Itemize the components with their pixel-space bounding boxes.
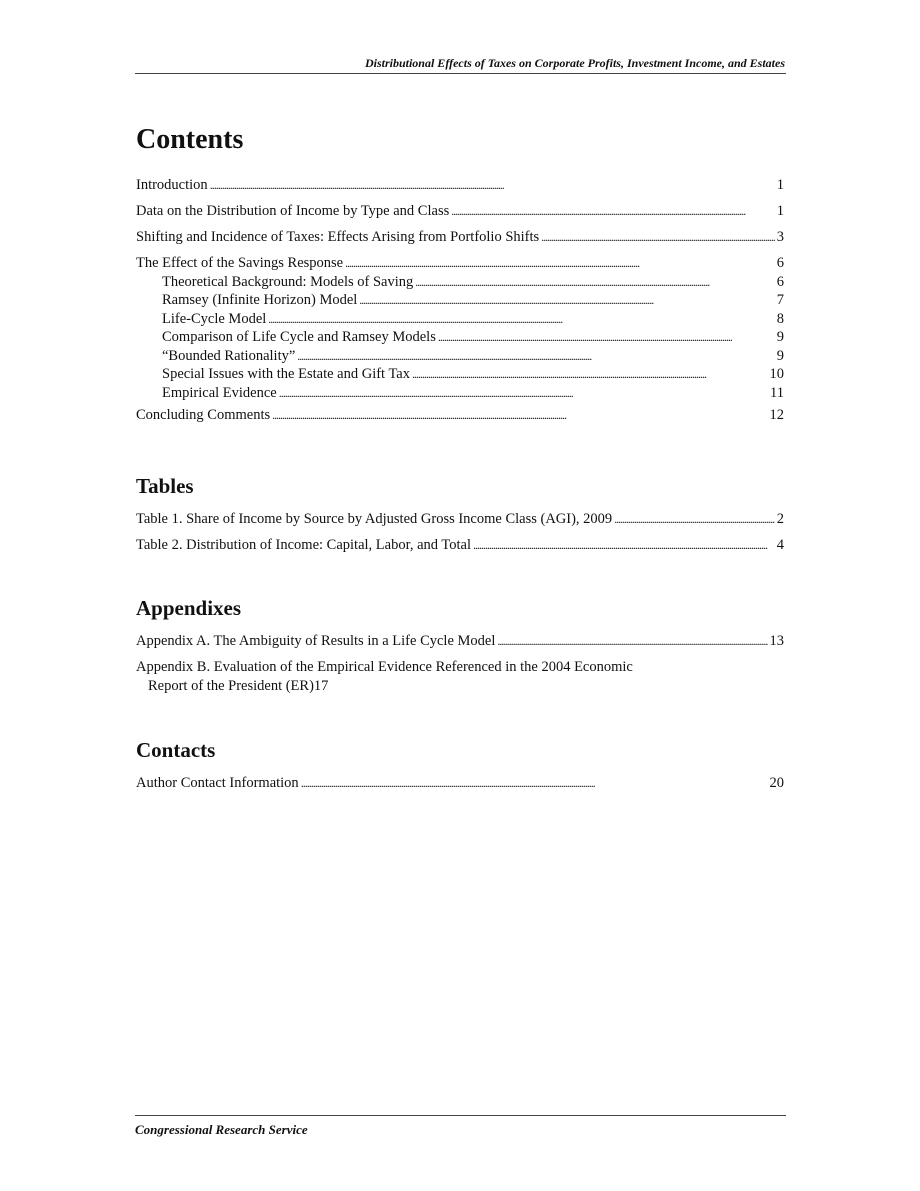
toc-page-number: 17	[313, 678, 329, 694]
contents-heading: Contents	[136, 124, 244, 155]
dot-leader	[614, 510, 775, 529]
toc-page-number: 4	[776, 537, 784, 553]
appendixes-heading: Appendixes	[136, 596, 242, 620]
toc-entry-savings-response[interactable]	[136, 254, 784, 273]
toc-page-number: 7	[776, 292, 784, 308]
toc-entry-text: Theoretical Background: Models of Saving	[162, 273, 414, 290]
dot-leader	[272, 406, 767, 425]
toc-page-number: 6	[776, 273, 784, 290]
toc-entry-text: Introduction	[136, 177, 208, 193]
toc-page-number: 1	[776, 203, 784, 219]
toc-entry-text: The Effect of the Savings Response	[136, 255, 344, 271]
toc-entry-text: Shifting and Incidence of Taxes: Effects Arising from Portfolio Shifts	[136, 229, 540, 245]
toc-entry-text: Concluding Comments	[136, 407, 271, 423]
toc-entry-empirical-evidence[interactable]	[136, 384, 784, 403]
dot-leader	[359, 291, 774, 310]
toc-entry-text: Comparison of Life Cycle and Ramsey Models	[162, 329, 436, 345]
toc-entry-data-distribution[interactable]	[136, 202, 784, 221]
toc-entry-concluding-comments[interactable]	[136, 406, 784, 425]
toc-entry-text: Appendix B. Evaluation of the Empirical Evidence Referenced in the 2004 Economic	[136, 659, 633, 675]
running-header-title: Distributional Effects of Taxes on Corporate Profits, Investment Income, and Estates	[364, 56, 785, 70]
toc-entry-bounded-rationality[interactable]	[136, 347, 784, 366]
footer-organization: Congressional Research Service	[135, 1122, 308, 1137]
contacts-heading: Contacts	[136, 738, 216, 762]
toc-page-number: 20	[769, 775, 784, 791]
toc-entry-text: Table 2. Distribution of Income: Capital, Labor, and Total	[136, 537, 471, 553]
dot-leader	[210, 176, 775, 195]
toc-entry-text: Empirical Evidence	[162, 384, 277, 401]
dot-leader	[301, 774, 768, 793]
table-of-contents	[136, 122, 784, 800]
toc-page-number: 1	[776, 177, 784, 193]
toc-entry-text: Appendix A. The Ambiguity of Results in a Life Cycle Model	[136, 633, 496, 649]
toc-entry-shifting-incidence[interactable]	[136, 228, 784, 247]
toc-entry-text: Ramsey (Infinite Horizon) Model	[162, 292, 358, 308]
toc-entry-theoretical-background[interactable]	[136, 273, 784, 292]
toc-page-number: 6	[776, 255, 784, 271]
toc-entry-appendix-a[interactable]	[136, 632, 784, 651]
toc-page-number: 2	[776, 511, 784, 527]
toc-entry-text: Table 1. Share of Income by Source by Adjusted Gross Income Class (AGI), 2009	[136, 511, 613, 527]
toc-entry-text: Data on the Distribution of Income by Type and Class	[136, 203, 450, 219]
toc-entry-table-1[interactable]	[136, 510, 784, 529]
toc-entry-introduction[interactable]	[136, 176, 784, 195]
toc-entry-estate-gift-tax[interactable]	[136, 365, 784, 384]
dot-leader	[541, 228, 775, 247]
toc-entry-appendix-b[interactable]	[136, 658, 784, 696]
toc-entry-author-contact[interactable]	[136, 774, 784, 793]
dot-leader	[279, 384, 768, 403]
toc-entry-life-cycle-model[interactable]	[136, 310, 784, 329]
toc-page-number: 9	[776, 347, 784, 364]
dot-leader	[438, 328, 775, 347]
toc-page-number: 13	[769, 633, 784, 649]
dot-leader	[412, 365, 768, 384]
toc-page-number: 11	[770, 384, 784, 401]
tables-heading: Tables	[136, 474, 194, 498]
toc-entry-text: “Bounded Rationality”	[162, 347, 296, 364]
dot-leader	[451, 202, 775, 221]
running-header	[135, 56, 786, 74]
dot-leader	[415, 273, 774, 292]
toc-page-number: 8	[776, 310, 784, 327]
toc-page-number: 10	[769, 366, 784, 382]
toc-entry-text: Author Contact Information	[136, 775, 299, 791]
toc-page-number: 9	[776, 329, 784, 345]
toc-entry-text: Life-Cycle Model	[162, 310, 267, 327]
toc-entry-comparison-models[interactable]	[136, 328, 784, 347]
dot-leader	[297, 347, 774, 366]
dot-leader	[497, 632, 767, 651]
dot-leader	[473, 536, 775, 555]
toc-page-number: 12	[769, 407, 784, 423]
dot-leader	[268, 310, 774, 329]
toc-entry-ramsey-model[interactable]	[136, 291, 784, 310]
toc-entry-text-continued: Report of the President (ER)	[148, 678, 314, 694]
running-footer	[135, 1115, 786, 1138]
toc-entry-table-2[interactable]	[136, 536, 784, 555]
dot-leader	[345, 254, 775, 273]
toc-page-number: 3	[776, 229, 784, 245]
toc-entry-text: Special Issues with the Estate and Gift Tax	[162, 366, 410, 382]
